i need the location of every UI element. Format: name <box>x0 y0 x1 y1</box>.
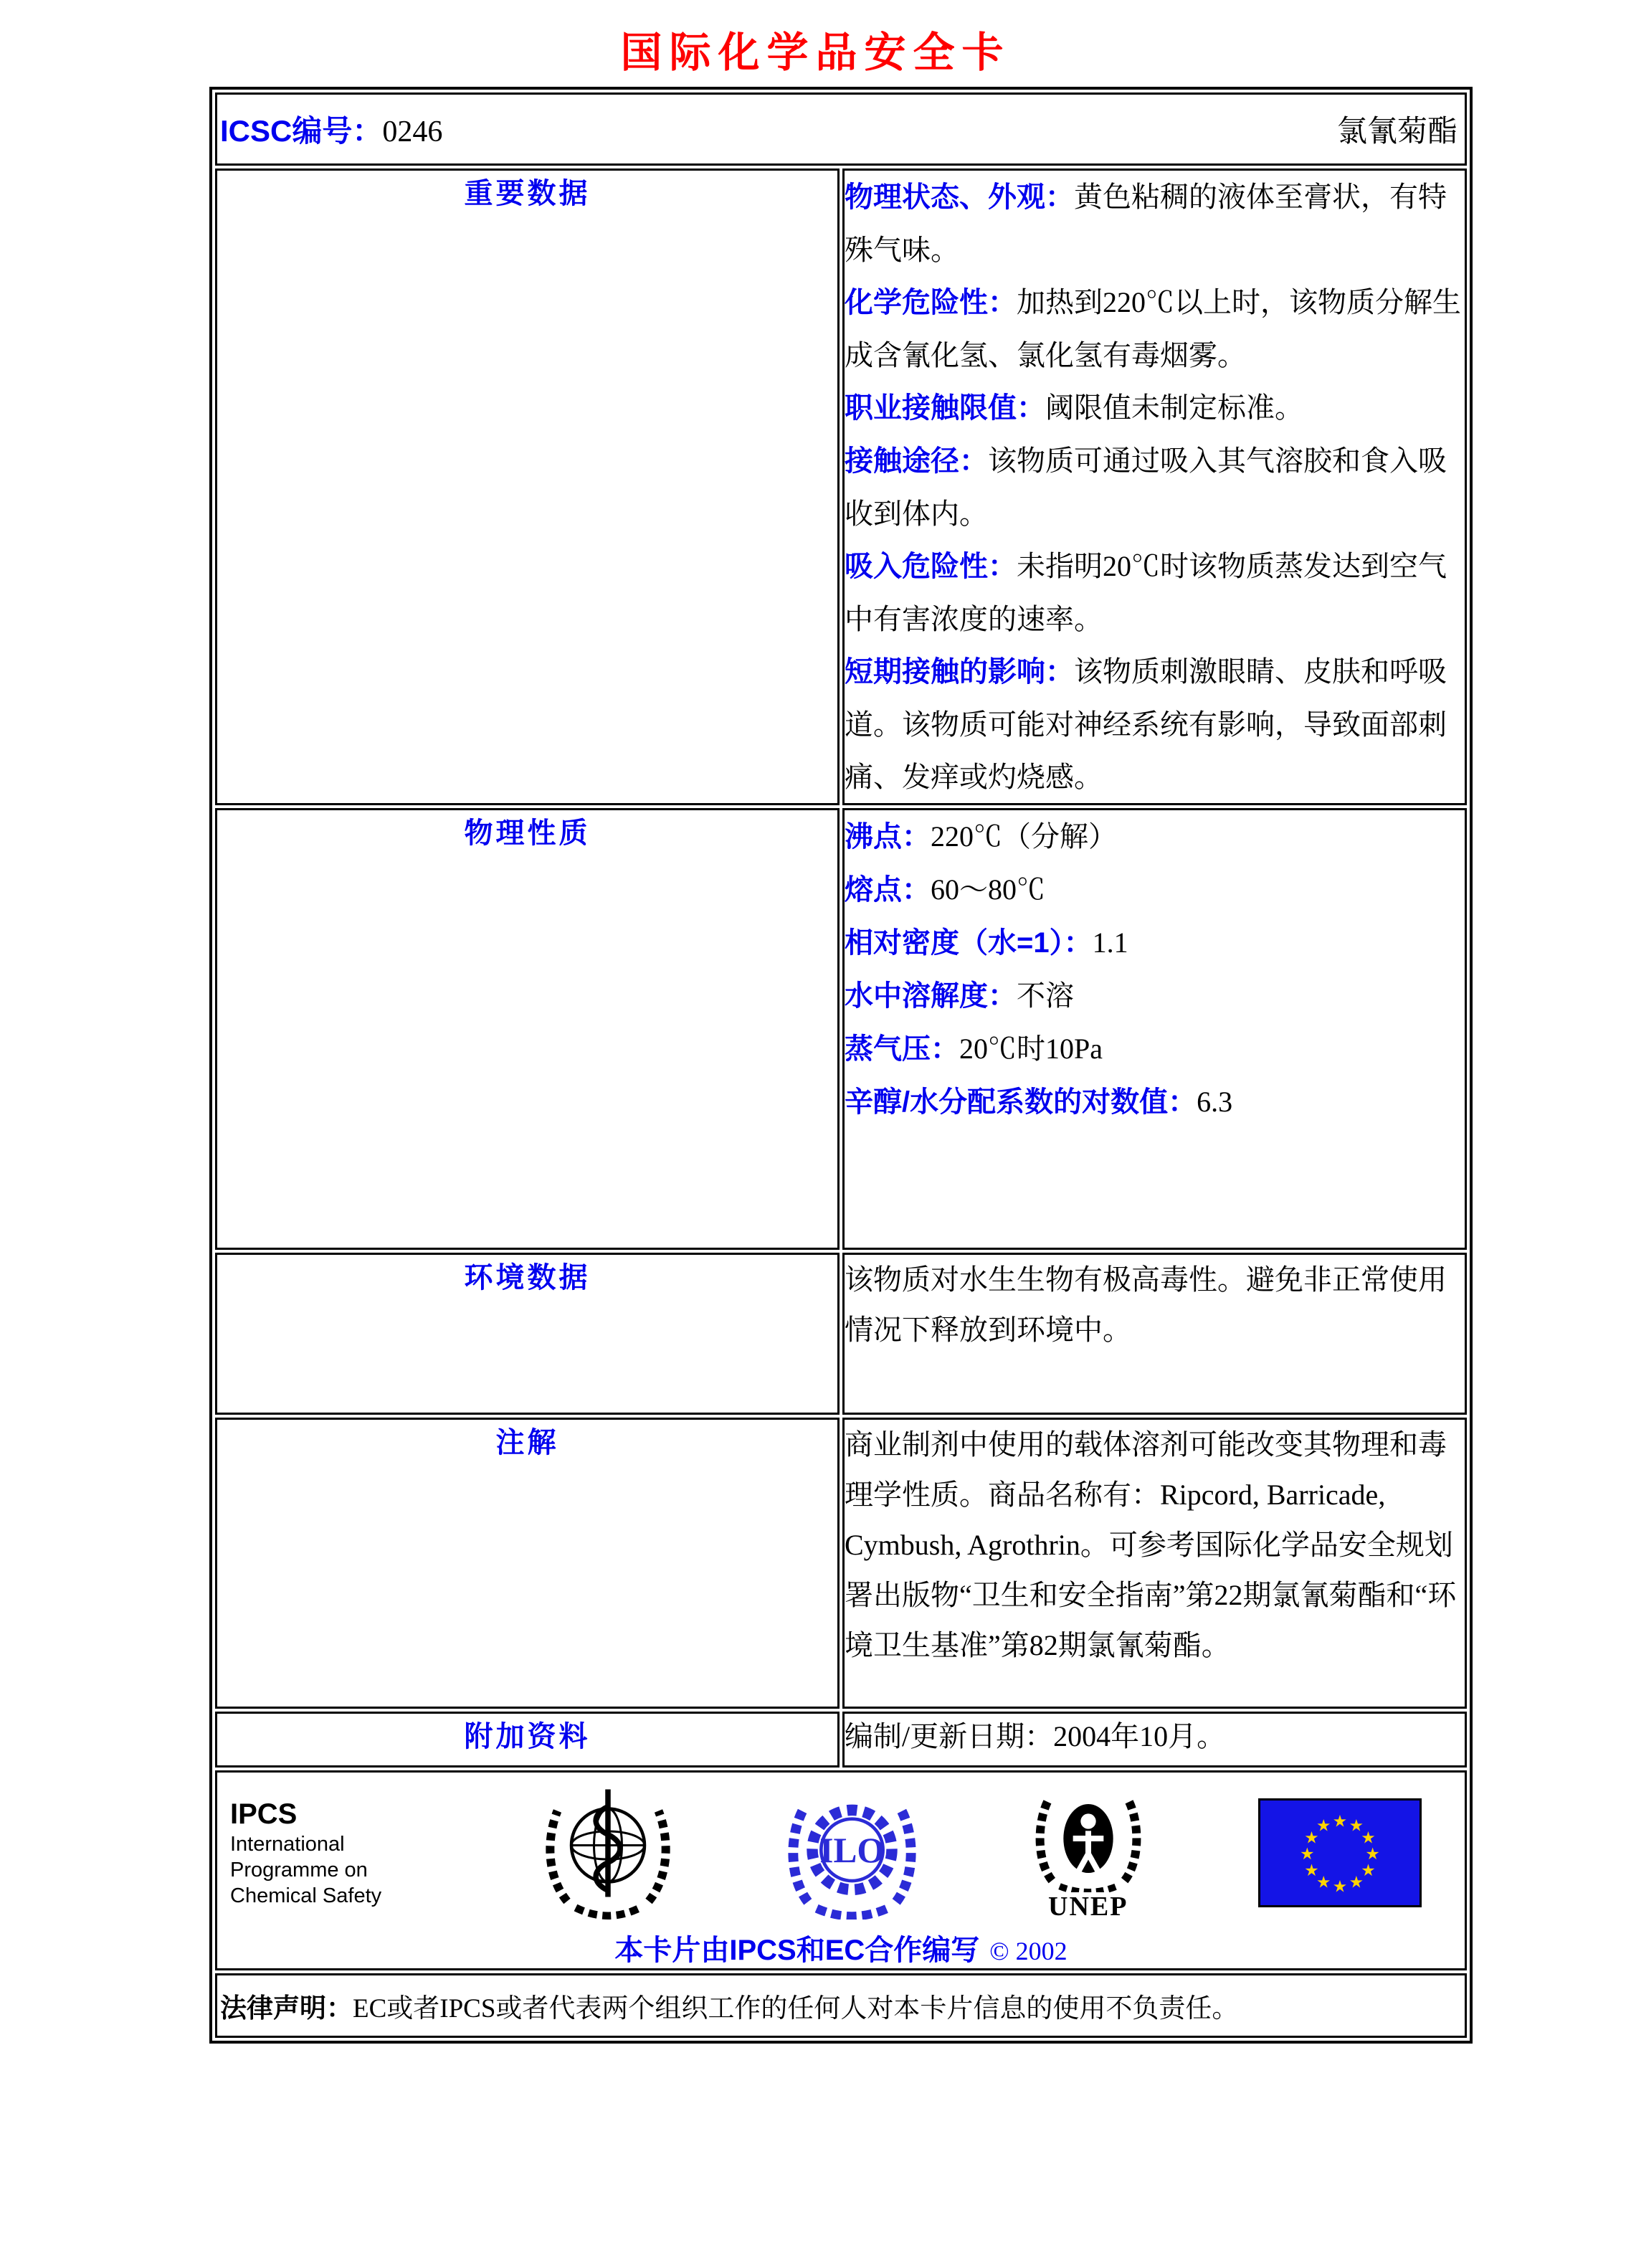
logos-cell <box>217 1773 1465 1968</box>
logos-row <box>215 1770 1467 1970</box>
field-value: 未指明20℃时该物质蒸发达到空气中有害浓度的速率。 <box>845 550 1447 635</box>
additional-info-section-label: 附加资料 <box>215 1712 840 1768</box>
svg-text:★: ★ <box>1332 1812 1348 1831</box>
svg-text:★: ★ <box>1332 1877 1348 1897</box>
ipcs-subtitle-line: Chemical Safety <box>230 1884 382 1907</box>
icsc-number-group <box>220 108 442 151</box>
important-data-row <box>215 169 1467 805</box>
footer-caption-text: 本卡片由IPCS和EC合作编写 <box>614 1935 980 1966</box>
svg-text:★: ★ <box>1300 1845 1315 1864</box>
field-row <box>845 381 1465 435</box>
header-cell <box>217 95 1465 163</box>
ipcs-subtitle-line: International <box>230 1833 345 1856</box>
svg-text:ILO: ILO <box>819 1830 885 1870</box>
safety-card-table <box>209 87 1473 2044</box>
field-label: 蒸气压： <box>845 1033 959 1065</box>
field-label: 物理状态、外观： <box>845 181 1074 213</box>
chemical-name: 氯氰菊酯 <box>1336 115 1458 148</box>
field-value: 1.1 <box>1092 926 1128 959</box>
physical-properties-section-label: 物理性质 <box>215 808 840 1250</box>
field-value: 不溶 <box>1017 979 1074 1012</box>
field-row <box>845 1076 1465 1129</box>
unep-logo-label: UNEP <box>1048 1892 1128 1922</box>
field-value: 加热到220℃以上时，该物质分解生成含氰化氢、氯化氢有毒烟雾。 <box>845 286 1461 371</box>
field-row <box>845 863 1465 916</box>
header-row <box>215 92 1467 166</box>
environmental-data-content <box>842 1253 1467 1415</box>
field-row <box>845 171 1465 276</box>
notes-text: 商业制剂中使用的载体溶剂可能改变其物理和毒理学性质。商品名称有：Ripcord, Barricade, Cymbush, Agrothrin。可参考国际化学品安全规划署出版物“卫生和安全指南”第22期氯氰菊酯和“环境卫生基准”第82期氯氰菊酯。 <box>845 1428 1457 1661</box>
field-value: 阈限值未制定标准。 <box>1045 392 1303 424</box>
important-data-section-label: 重要数据 <box>215 169 840 805</box>
field-label: 相对密度（水=1）： <box>845 927 1093 959</box>
notes-row <box>215 1418 1467 1709</box>
field-row <box>845 810 1465 863</box>
icsc-number-value: 0246 <box>382 115 443 148</box>
environmental-data-section-label: 环境数据 <box>215 1253 840 1415</box>
ilo-logo-icon <box>786 1787 918 1920</box>
eu-flag-icon <box>1258 1798 1422 1907</box>
notes-section-label: 注解 <box>215 1418 840 1709</box>
svg-text:★: ★ <box>1316 1873 1331 1892</box>
additional-info-content <box>842 1712 1467 1768</box>
physical-properties-content <box>842 808 1467 1250</box>
field-value: 60～80℃ <box>931 873 1045 906</box>
field-label: 吸入危险性： <box>845 551 1017 582</box>
legal-text: EC或者IPCS或者代表两个组织工作的任何人对本卡片信息的使用不负责任。 <box>353 1994 1239 2023</box>
physical-properties-row <box>215 808 1467 1250</box>
field-value: 20℃时10Pa <box>959 1033 1103 1065</box>
field-label: 熔点： <box>845 874 931 906</box>
field-value: 220℃（分解） <box>931 820 1117 853</box>
legal-label: 法律声明： <box>220 1993 353 2023</box>
field-label: 水中溶解度： <box>845 980 1017 1012</box>
field-row <box>845 969 1465 1023</box>
notes-content <box>842 1418 1467 1709</box>
svg-text:★: ★ <box>1316 1816 1331 1836</box>
page-title: 国际化学品安全卡 <box>620 29 1011 76</box>
field-row <box>845 276 1465 381</box>
field-row <box>845 540 1465 645</box>
field-value: 该物质可通过吸入其气溶胶和食入吸收到体内。 <box>845 445 1447 530</box>
field-label: 辛醇/水分配系数的对数值： <box>845 1086 1197 1118</box>
field-row <box>845 645 1465 803</box>
field-row <box>845 916 1465 969</box>
ipcs-text-block <box>230 1797 431 1909</box>
field-row <box>845 435 1465 540</box>
field-label: 接触途径： <box>845 445 988 477</box>
additional-info-text: 编制/更新日期：2004年10月。 <box>845 1720 1226 1752</box>
additional-info-row <box>215 1712 1467 1768</box>
svg-text:★: ★ <box>1349 1816 1364 1836</box>
field-row <box>845 1023 1465 1076</box>
field-value: 6.3 <box>1197 1086 1233 1118</box>
svg-text:★: ★ <box>1361 1828 1376 1848</box>
important-data-content <box>842 169 1467 805</box>
field-label: 职业接触限值： <box>845 392 1045 424</box>
legal-cell <box>217 1975 1465 2036</box>
field-label: 化学危险性： <box>845 287 1017 318</box>
footer-copyright: © 2002 <box>989 1937 1067 1965</box>
svg-text:★: ★ <box>1361 1861 1376 1880</box>
logo-strip <box>217 1773 1465 1923</box>
unep-logo-icon <box>1031 1785 1146 1921</box>
legal-row <box>215 1973 1467 2038</box>
field-value: 该物质刺激眼睛、皮肤和呼吸道。该物质可能对神经系统有影响，导致面部刺痛、发痒或灼烧感。 <box>845 655 1447 793</box>
ipcs-acronym: IPCS <box>230 1798 298 1830</box>
svg-text:★: ★ <box>1365 1845 1380 1864</box>
environmental-data-row <box>215 1253 1467 1415</box>
ipcs-subtitle-line: Programme on <box>230 1859 368 1882</box>
field-label: 沸点： <box>845 821 931 853</box>
svg-text:★: ★ <box>1304 1861 1319 1880</box>
svg-text:★: ★ <box>1304 1828 1319 1848</box>
footer-caption <box>217 1927 1465 1968</box>
field-label: 短期接触的影响： <box>845 656 1074 688</box>
field-value: 黄色粘稠的液体至膏状，有特殊气味。 <box>845 181 1447 266</box>
who-logo-icon <box>543 1783 672 1923</box>
environmental-data-text: 该物质对水生生物有极高毒性。避免非正常使用情况下释放到环境中。 <box>845 1263 1447 1346</box>
svg-text:★: ★ <box>1349 1873 1364 1892</box>
icsc-number-label: ICSC编号： <box>220 114 383 148</box>
